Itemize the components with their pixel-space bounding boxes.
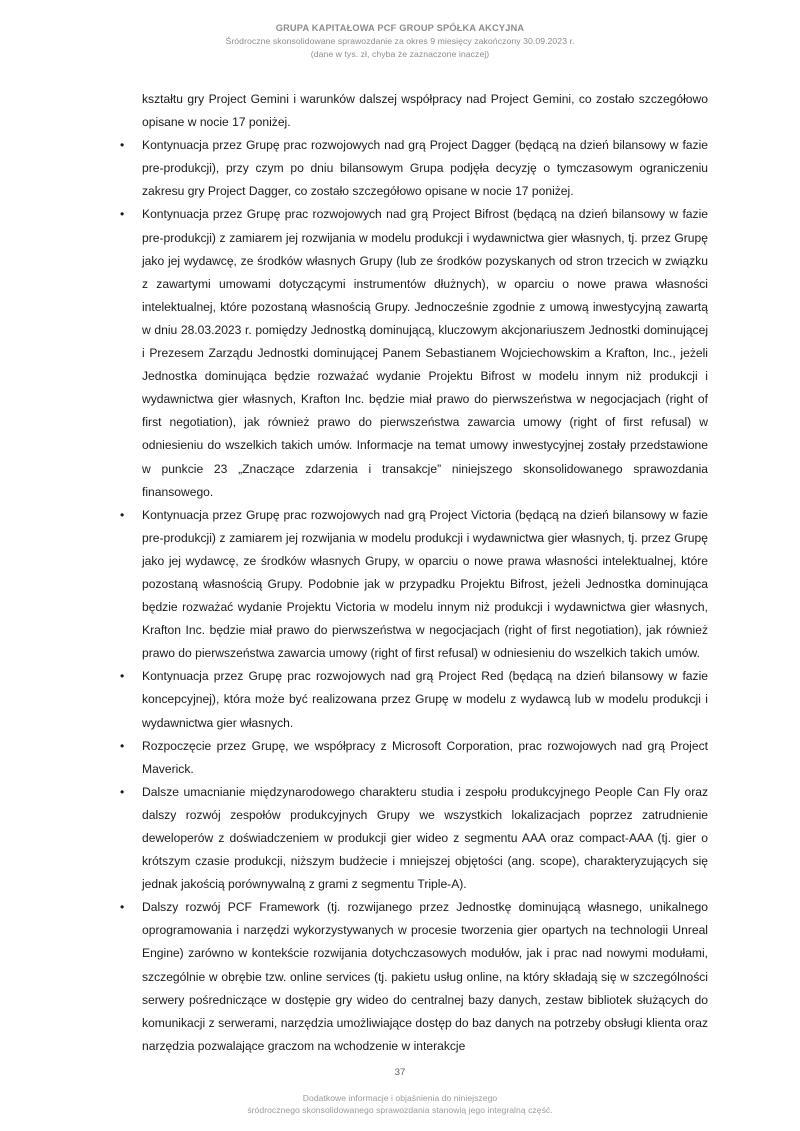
header-units-note: (dane w tys. zł, chyba że zaznaczone inaczej) bbox=[310, 49, 490, 59]
bullet-point-icon: • bbox=[120, 669, 125, 684]
bullet-item-text bbox=[142, 781, 708, 896]
bullet-item-text bbox=[142, 896, 708, 1058]
bullet-list-item bbox=[118, 203, 708, 503]
bullet-list-item bbox=[118, 896, 708, 1058]
paragraph: Kontynuacja przez Grupę prac rozwojowych nad grą Project Bifrost (będącą na dzień bilansowy w fazie pre-produkcji) z zamiarem jej rozwijania w modelu produkcji i wydawnictwa gier własnych, tj. przez Grupę jako jej wydawcę, ze środków własnych Grupy (lub ze środków pozyskanych od stron trzecich w związku z zawartymi umowami dotyczącymi instrumentów dłużnych), w oparciu o nowe prawa własności intelektualnej, które pozostaną własnością Grupy. Jednocześnie zgodnie z umową inwestycyjną zawartą w dniu 28.03.2023 r. pomiędzy Jednostką dominującą, kluczowym akcjonariuszem Jednostki dominującej i Prezesem Zarządu Jednostki dominującej Panem Sebastianem Wojciechowskim a Krafton, Inc., jeżeli Jednostka dominująca będzie rozważać wydanie Projektu Bifrost w modelu innym niż produkcji i wydawnictwa gier własnych, Krafton Inc. będzie miał prawo do pierwszeństwa w negocjacjach (right of first negotiation), jak również prawo do pierwszeństwa zawarcia umowy (right of first refusal) w odniesieniu do wszelkich takich umów. Informacje na temat umowy inwestycyjnej zostały przedstawione w punkcie 23 „Znaczące zdarzenia i transakcje” niniejszego skonsolidowanego sprawozdania finansowego. bbox=[142, 207, 708, 499]
paragraph: Dalsze umacnianie międzynarodowego charakteru studia i zespołu produkcyjnego People Can Fly oraz dalszy rozwój zespołów produkcyjnych Grupy we wszystkich lokalizacjach poprzez zatrudnienie deweloperów z doświadczeniem w produkcji gier wideo z segmentu AAA oraz compact-AAA (tj. gier o krótszym czasie produkcji, niższym budżecie i mniejszej objętości (ang. scope), charakteryzujących się jednak jakością porównywalną z grami z segmentu Triple-A). bbox=[142, 784, 708, 892]
bullet-item-text bbox=[142, 735, 708, 781]
bullet-list-item bbox=[118, 781, 708, 896]
bullet-item-text bbox=[142, 134, 708, 203]
paragraph: Kontynuacja przez Grupę prac rozwojowych nad grą Project Red (będącą na dzień bilansowy w fazie koncepcyjnej), która może być realizowana przez Grupę w modelu z wydawcą lub w modelu produkcji i wydawnictwa gier własnych. bbox=[142, 669, 708, 730]
paragraph: Kontynuacja przez Grupę prac rozwojowych nad grą Project Dagger (będącą na dzień bilansowy w fazie pre-produkcji), przy czym po dniu bilansowym Grupa podjęła decyzję o tymczasowym ograniczeniu zakresu gry Project Dagger, co zostało szczegółowo opisane w nocie 17 poniżej. bbox=[142, 138, 708, 199]
bullet-point-icon: • bbox=[120, 507, 125, 522]
paragraph: Kontynuacja przez Grupę prac rozwojowych nad grą Project Victoria (będącą na dzień bilansowy w fazie pre-produkcji) z zamiarem jej rozwijania w modelu produkcji i wydawnictwa gier własnych, tj. przez Grupę jako jej wydawcę, ze środków własnych Grupy, w oparciu o nowe prawa własności intelektualnej, które pozostaną własnością Grupy. Podobnie jak w przypadku Projektu Bifrost, jeżeli Jednostka dominująca będzie rozważać wydanie Projektu Victoria w modelu innym niż produkcji i wydawnictwa gier własnych, Krafton Inc. będzie miał prawo do pierwszeństwa w negocjacjach (right of first negotiation), jak również prawo do pierwszeństwa zawarcia umowy (right of first refusal) w odniesieniu do wszelkich takich umów. bbox=[142, 507, 708, 661]
bullet-list-item bbox=[118, 504, 708, 666]
footer-note-line-2: śródrocznego skonsolidowanego sprawozdania stanowią jego integralną część. bbox=[247, 1105, 553, 1116]
header-report-description: Śródroczne skonsolidowane sprawozdanie za okres 9 miesięcy zakończony 30.09.2023 r. bbox=[225, 36, 575, 46]
bullet-point-icon: • bbox=[120, 738, 125, 753]
bullet-point-icon: • bbox=[120, 207, 125, 222]
bullet-list-item bbox=[118, 665, 708, 734]
paragraph: Rozpoczęcie przez Grupę, we współpracy z Microsoft Corporation, prac rozwojowych nad grą Project Maverick. bbox=[142, 738, 708, 776]
bullet-list-item bbox=[118, 134, 708, 203]
header-company-name: GRUPA KAPITAŁOWA PCF GROUP SPÓŁKA AKCYJNA bbox=[275, 23, 525, 33]
paragraph: Dalszy rozwój PCF Framework (tj. rozwijanego przez Jednostkę dominującą własnego, unikalnego oprogramowania i narzędzi wykorzystywanych w procesie tworzenia gier opartych na technologii Unreal Engine) zarówno w kontekście rozwijania dotychczasowych modułów, jak i prac nad nowymi modułami, szczególnie w obrębie tzw. online services (tj. pakietu usług online, na który składają się w szczególności serwery pośredniczące w dostępie gry wideo do centralnej bazy danych, zestaw bibliotek służących do komunikacji z serwerami, narzędzia umożliwiające dostęp do baz danych na potrzeby obsługi klienta oraz narzędzia pozwalające graczom na wchodzenie w interakcje bbox=[142, 900, 708, 1053]
bullet-list-item bbox=[118, 735, 708, 781]
document-footer bbox=[0, 1066, 800, 1117]
document-running-header bbox=[0, 22, 800, 61]
bullet-item-text bbox=[142, 203, 708, 503]
document-body bbox=[118, 88, 708, 1058]
bullet-point-icon: • bbox=[120, 784, 125, 799]
page-number: 37 bbox=[394, 1066, 406, 1078]
footer-note-line-1: Dodatkowe informacje i objaśnienia do niniejszego bbox=[302, 1092, 498, 1103]
bullet-item-text bbox=[142, 665, 708, 734]
continuation-paragraph: kształtu gry Project Gemini i warunków dalszej współpracy nad Project Gemini, co zostało szczegółowo opisane w nocie 17 poniżej. bbox=[142, 92, 708, 130]
bullet-point-icon: • bbox=[120, 900, 125, 915]
bullet-point-icon: • bbox=[120, 138, 125, 153]
bullet-item-text bbox=[142, 504, 708, 666]
